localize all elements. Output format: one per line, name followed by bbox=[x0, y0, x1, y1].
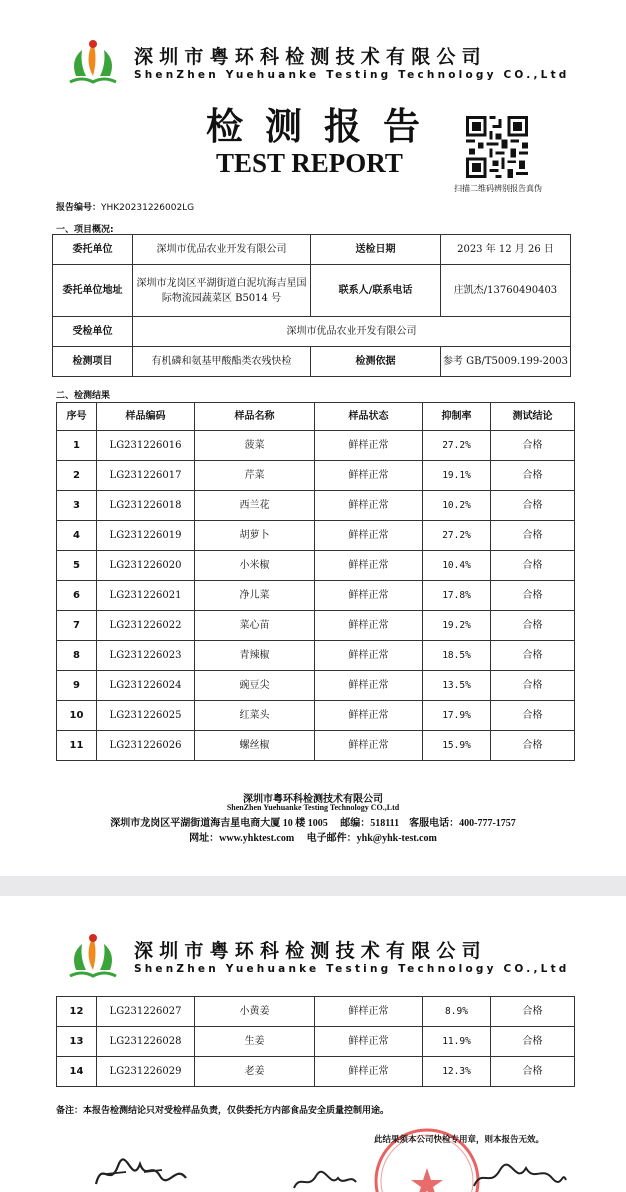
col-header-state: 样品状态 bbox=[315, 403, 423, 431]
table-row bbox=[57, 701, 575, 731]
table-row bbox=[57, 731, 575, 761]
table-row bbox=[57, 521, 575, 551]
row-index: 12 bbox=[57, 997, 97, 1027]
row-index: 1 bbox=[57, 431, 97, 461]
table-row bbox=[57, 461, 575, 491]
date-value: 2023 年 12 月 26 日 bbox=[441, 235, 571, 265]
signature-2 bbox=[290, 1168, 360, 1192]
sample-name: 青辣椒 bbox=[195, 641, 315, 671]
sample-state: 鲜样正常 bbox=[315, 521, 423, 551]
table-row bbox=[57, 671, 575, 701]
sample-state: 鲜样正常 bbox=[315, 611, 423, 641]
date-label: 送检日期 bbox=[311, 235, 441, 265]
company-logo-icon bbox=[62, 930, 124, 982]
sample-code: LG231226021 bbox=[97, 581, 195, 611]
col-header-name: 样品名称 bbox=[195, 403, 315, 431]
basis-label: 检测依据 bbox=[311, 347, 441, 377]
conclusion: 合格 bbox=[491, 997, 575, 1027]
inhibition-rate: 8.9% bbox=[423, 997, 491, 1027]
sample-name: 净儿菜 bbox=[195, 581, 315, 611]
inhibition-rate: 10.2% bbox=[423, 491, 491, 521]
row-index: 14 bbox=[57, 1057, 97, 1087]
inhibition-rate: 27.2% bbox=[423, 431, 491, 461]
overview-table bbox=[52, 234, 571, 377]
sample-name: 小黄姜 bbox=[195, 997, 315, 1027]
footer-company-cn: 深圳市粤环科检测技术有限公司 bbox=[243, 794, 383, 805]
company-name-cn: 深圳市粤环科检测技术有限公司 bbox=[134, 46, 487, 68]
inhibition-rate: 13.5% bbox=[423, 671, 491, 701]
sample-name: 螺丝椒 bbox=[195, 731, 315, 761]
inhibition-rate: 11.9% bbox=[423, 1027, 491, 1057]
inhibition-rate: 27.2% bbox=[423, 521, 491, 551]
conclusion: 合格 bbox=[491, 1027, 575, 1057]
conclusion: 合格 bbox=[491, 641, 575, 671]
sample-code: LG231226020 bbox=[97, 551, 195, 581]
report-number: YHK20231226002LG bbox=[101, 203, 195, 213]
client-label: 委托单位 bbox=[53, 235, 133, 265]
remark-note: 备注：本报告检测结论只对受检样品负责，仅供委托方内部食品安全质量控制用途。 bbox=[56, 1106, 390, 1116]
inspected-value: 深圳市优品农业开发有限公司 bbox=[133, 317, 571, 347]
sample-code: LG231226017 bbox=[97, 461, 195, 491]
company-name-cn: 深圳市粤环科检测技术有限公司 bbox=[134, 940, 487, 962]
sample-state: 鲜样正常 bbox=[315, 701, 423, 731]
sample-code: LG231226027 bbox=[97, 997, 195, 1027]
sample-code: LG231226019 bbox=[97, 521, 195, 551]
table-row bbox=[57, 1027, 575, 1057]
sample-code: LG231226023 bbox=[97, 641, 195, 671]
report-title-en: TEST REPORT bbox=[216, 148, 403, 178]
row-index: 7 bbox=[57, 611, 97, 641]
company-logo-icon bbox=[62, 36, 124, 88]
sample-code: LG231226016 bbox=[97, 431, 195, 461]
report-title-cn: 检测报告 bbox=[206, 104, 442, 148]
conclusion: 合格 bbox=[491, 731, 575, 761]
sample-code: LG231226025 bbox=[97, 701, 195, 731]
conclusion: 合格 bbox=[491, 611, 575, 641]
sample-state: 鲜样正常 bbox=[315, 431, 423, 461]
qr-caption: 扫描二维码辨别报告真伪 bbox=[454, 184, 542, 193]
sample-name: 胡萝卜 bbox=[195, 521, 315, 551]
sample-name: 豌豆尖 bbox=[195, 671, 315, 701]
section-overview-title: 一、项目概况: bbox=[56, 225, 114, 235]
contact-value: 庄凯杰/13760490403 bbox=[441, 265, 571, 317]
report-number-line bbox=[56, 200, 194, 213]
col-header-conclusion: 测试结论 bbox=[491, 403, 575, 431]
client-value: 深圳市优品农业开发有限公司 bbox=[133, 235, 311, 265]
sample-state: 鲜样正常 bbox=[315, 997, 423, 1027]
conclusion: 合格 bbox=[491, 491, 575, 521]
letterhead bbox=[62, 36, 570, 92]
letterhead-page-2 bbox=[62, 930, 570, 986]
basis-value: 参考 GB/T5009.199-2003 bbox=[441, 347, 571, 377]
row-index: 3 bbox=[57, 491, 97, 521]
company-name-en: ShenZhen Yuehuanke Testing Technology CO.,Ltd bbox=[134, 69, 570, 81]
table-row bbox=[57, 491, 575, 521]
results-table bbox=[56, 402, 575, 761]
signature-1 bbox=[92, 1154, 192, 1192]
row-index: 8 bbox=[57, 641, 97, 671]
sample-state: 鲜样正常 bbox=[315, 581, 423, 611]
sample-name: 芹菜 bbox=[195, 461, 315, 491]
col-header-index: 序号 bbox=[57, 403, 97, 431]
report-number-label: 报告编号： bbox=[56, 203, 102, 213]
inhibition-rate: 18.5% bbox=[423, 641, 491, 671]
sample-code: LG231226024 bbox=[97, 671, 195, 701]
sample-state: 鲜样正常 bbox=[315, 1027, 423, 1057]
table-row bbox=[57, 611, 575, 641]
row-index: 5 bbox=[57, 551, 97, 581]
stamp-note: 此结果须本公司快检专用章，则本报告无效。 bbox=[374, 1135, 545, 1145]
conclusion: 合格 bbox=[491, 1057, 575, 1087]
col-header-rate: 抑制率 bbox=[423, 403, 491, 431]
sample-state: 鲜样正常 bbox=[315, 491, 423, 521]
table-row bbox=[57, 581, 575, 611]
contact-label: 联系人/联系电话 bbox=[311, 265, 441, 317]
conclusion: 合格 bbox=[491, 461, 575, 491]
signature-3 bbox=[470, 1160, 570, 1192]
sample-state: 鲜样正常 bbox=[315, 551, 423, 581]
results-table-continued bbox=[56, 996, 575, 1087]
row-index: 2 bbox=[57, 461, 97, 491]
row-index: 9 bbox=[57, 671, 97, 701]
sample-name: 菜心苗 bbox=[195, 611, 315, 641]
table-row bbox=[57, 551, 575, 581]
sample-state: 鲜样正常 bbox=[315, 1057, 423, 1087]
sample-name: 红菜头 bbox=[195, 701, 315, 731]
row-index: 11 bbox=[57, 731, 97, 761]
section-results-title: 二、检测结果 bbox=[56, 391, 111, 401]
inhibition-rate: 10.4% bbox=[423, 551, 491, 581]
results-header-row bbox=[57, 403, 575, 431]
sample-code: LG231226029 bbox=[97, 1057, 195, 1087]
sample-state: 鲜样正常 bbox=[315, 461, 423, 491]
sample-name: 老姜 bbox=[195, 1057, 315, 1087]
table-row bbox=[57, 1057, 575, 1087]
conclusion: 合格 bbox=[491, 431, 575, 461]
inhibition-rate: 19.1% bbox=[423, 461, 491, 491]
address-value: 深圳市龙岗区平湖街道白泥坑海吉星国际物流园蔬菜区 B5014 号 bbox=[133, 265, 311, 317]
inhibition-rate: 19.2% bbox=[423, 611, 491, 641]
row-index: 13 bbox=[57, 1027, 97, 1057]
item-value: 有机磷和氨基甲酸酯类农残快检 bbox=[133, 347, 311, 377]
sample-state: 鲜样正常 bbox=[315, 641, 423, 671]
conclusion: 合格 bbox=[491, 671, 575, 701]
sample-code: LG231226018 bbox=[97, 491, 195, 521]
sample-code: LG231226022 bbox=[97, 611, 195, 641]
qr-code-icon bbox=[466, 116, 528, 178]
sample-name: 生姜 bbox=[195, 1027, 315, 1057]
row-index: 4 bbox=[57, 521, 97, 551]
conclusion: 合格 bbox=[491, 581, 575, 611]
sample-code: LG231226026 bbox=[97, 731, 195, 761]
col-header-code: 样品编码 bbox=[97, 403, 195, 431]
conclusion: 合格 bbox=[491, 701, 575, 731]
conclusion: 合格 bbox=[491, 551, 575, 581]
inhibition-rate: 15.9% bbox=[423, 731, 491, 761]
inhibition-rate: 17.8% bbox=[423, 581, 491, 611]
table-row bbox=[57, 997, 575, 1027]
row-index: 10 bbox=[57, 701, 97, 731]
row-index: 6 bbox=[57, 581, 97, 611]
inhibition-rate: 17.9% bbox=[423, 701, 491, 731]
table-row bbox=[57, 431, 575, 461]
footer-address: 深圳市龙岗区平湖街道海吉星电商大厦 10 楼 1005 邮编：518111 客服电话：400-777-1757 bbox=[110, 818, 516, 829]
sample-state: 鲜样正常 bbox=[315, 671, 423, 701]
sample-state: 鲜样正常 bbox=[315, 731, 423, 761]
conclusion: 合格 bbox=[491, 521, 575, 551]
sample-name: 小米椒 bbox=[195, 551, 315, 581]
inspected-label: 受检单位 bbox=[53, 317, 133, 347]
address-label: 委托单位地址 bbox=[53, 265, 133, 317]
footer-company-en: ShenZhen Yuehuanke Testing Technology CO.,Ltd bbox=[226, 803, 400, 812]
sample-code: LG231226028 bbox=[97, 1027, 195, 1057]
sample-name: 菠菜 bbox=[195, 431, 315, 461]
table-row bbox=[57, 641, 575, 671]
footer-contact: 网址：www.yhktest.com 电子邮件：yhk@yhk-test.com bbox=[189, 833, 437, 844]
company-name-en: ShenZhen Yuehuanke Testing Technology CO.,Ltd bbox=[134, 963, 570, 975]
inhibition-rate: 12.3% bbox=[423, 1057, 491, 1087]
item-label: 检测项目 bbox=[53, 347, 133, 377]
sample-name: 西兰花 bbox=[195, 491, 315, 521]
